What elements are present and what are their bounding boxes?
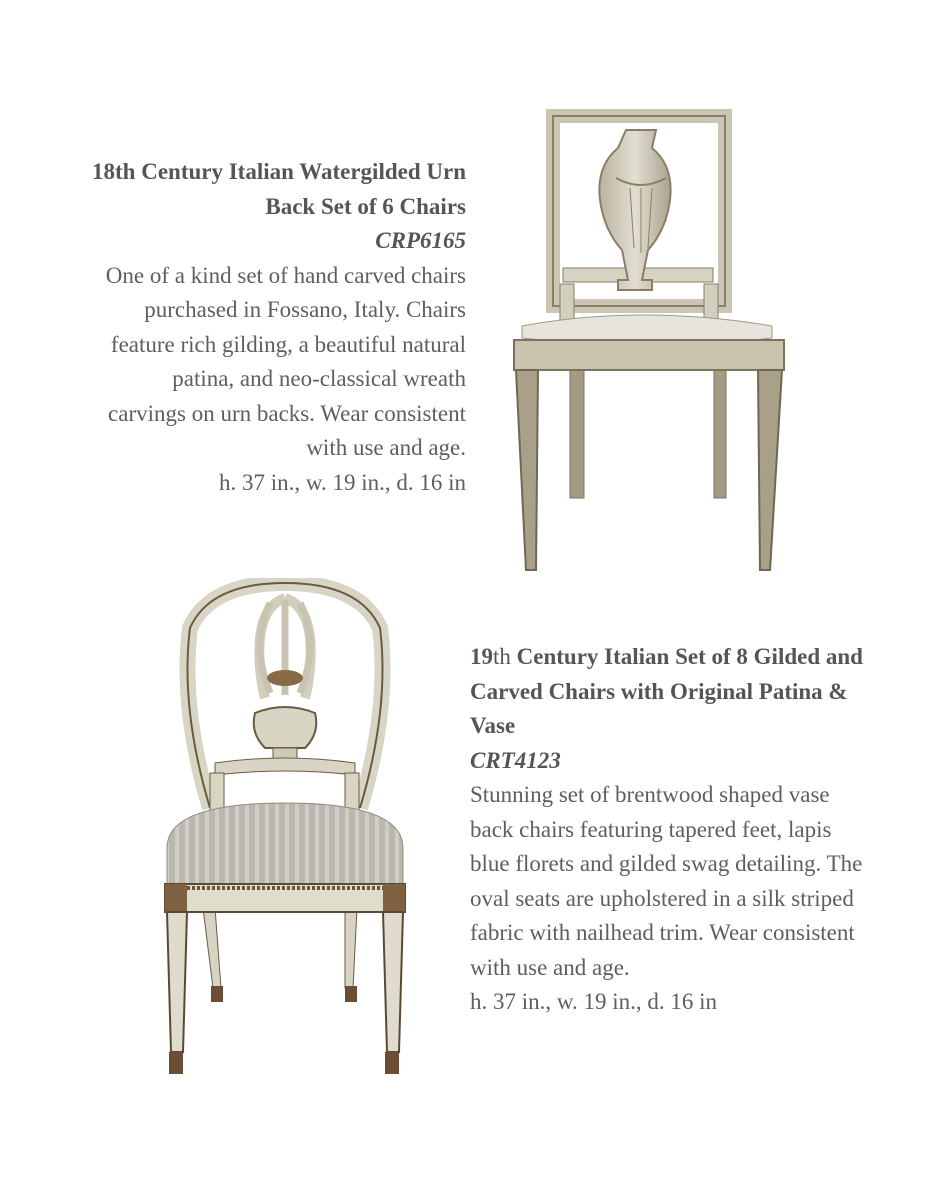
item-1-text	[90, 155, 466, 500]
item-2-sku: CRT4123	[470, 747, 561, 773]
item-1-dimensions: h. 37 in., w. 19 in., d. 16 in	[218, 469, 466, 495]
urn-back-chair-image	[508, 108, 798, 578]
item-2-title	[470, 640, 870, 744]
item-2-text	[470, 640, 870, 1020]
item-2-title-ordinal: th	[493, 644, 511, 669]
item-2-dimensions: h. 37 in., w. 19 in., d. 16 in	[470, 989, 718, 1014]
item-2-title-number: 19	[470, 644, 493, 669]
vase-back-chair-image	[155, 578, 415, 1080]
item-2-title-rest: Century Italian Set of 8 Gilded and Carved Chairs with Original Patina & Vase	[470, 644, 863, 738]
item-1-title: 18th Century Italian Watergilded Urn Back Set of 6 Chairs	[92, 159, 466, 219]
item-1-description: One of a kind set of hand carved chairs purchased in Fossano, Italy. Chairs feature rich gilding, a beautiful natural patina, and neo-classical wreath carvings on urn backs. Wear consistent with use and age.	[105, 262, 466, 460]
item-2-description: Stunning set of brentwood shaped vase back chairs featuring tapered feet, lapis blue florets and gilded swag detailing. The oval seats are upholstered in a silk striped fabric with nailhead trim. Wear consistent with use and age.	[470, 782, 863, 980]
item-1-sku: CRP6165	[375, 228, 466, 253]
